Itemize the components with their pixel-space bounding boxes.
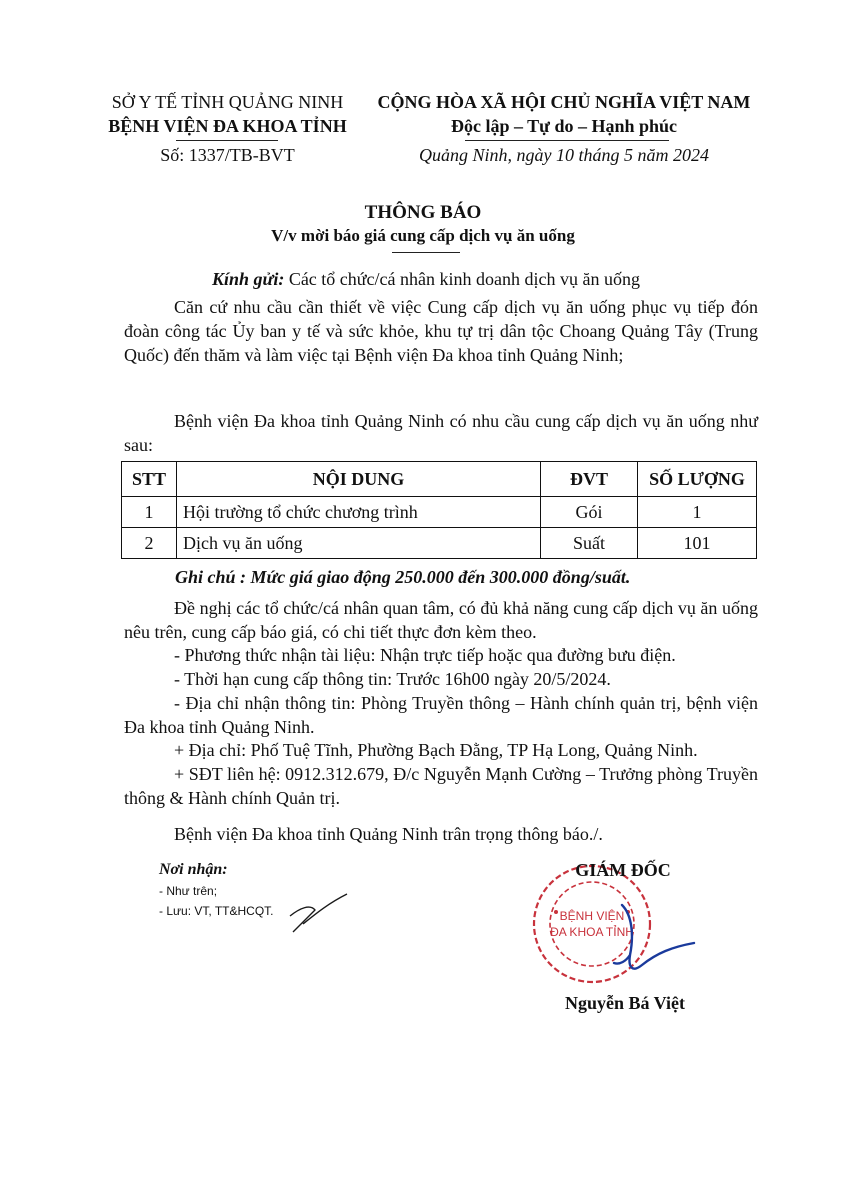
recipient-item: - Lưu: VT, TT&HCQT. bbox=[159, 904, 274, 918]
hospital-name: BỆNH VIỆN ĐA KHOA TỈNH bbox=[108, 116, 347, 136]
request-street-address: + Địa chỉ: Phố Tuệ Tĩnh, Phường Bạch Đằng, TP Hạ Long, Quảng Ninh. bbox=[174, 740, 698, 760]
national-motto: Độc lập – Tự do – Hạnh phúc bbox=[450, 116, 678, 136]
paragraph-need: Bệnh viện Đa khoa tỉnh Quảng Ninh có nhu cầu cung cấp dịch vụ ăn uống như sau: bbox=[124, 411, 758, 455]
price-note: Ghi chú : Mức giá giao động 250.000 đến 300.000 đồng/suất. bbox=[175, 567, 631, 587]
table-row bbox=[122, 528, 757, 559]
request-contact: + SĐT liên hệ: 0912.312.679, Đ/c Nguyễn Mạnh Cường – Trưởng phòng Truyền thông & Hành chính Quản trị. bbox=[124, 764, 758, 808]
paragraph-basis: Căn cứ nhu cầu cần thiết về việc Cung cấp dịch vụ ăn uống phục vụ tiếp đón đoàn công tác Ủy ban y tế và sức khỏe, khu tự trị dân tộc Choang Quảng Tây (Trung Quốc) đến thăm và làm việc tại Bệnh viện Đa khoa tỉnh Quảng Ninh; bbox=[124, 297, 758, 365]
document-subject: V/v mời báo giá cung cấp dịch vụ ăn uống bbox=[271, 226, 575, 245]
table-header-row bbox=[122, 462, 757, 497]
nation-name: CỘNG HÒA XÃ HỘI CHỦ NGHĨA VIỆT NAM bbox=[377, 92, 751, 112]
row-stt: 1 bbox=[122, 497, 177, 528]
issuing-organization bbox=[95, 90, 360, 138]
recipient-item: - Như trên; bbox=[159, 884, 218, 898]
table-row bbox=[122, 497, 757, 528]
row-content: Dịch vụ ăn uống bbox=[177, 528, 541, 559]
national-header bbox=[360, 90, 768, 138]
closing-line: Bệnh viện Đa khoa tỉnh Quảng Ninh trân trọng thông báo./. bbox=[174, 824, 603, 844]
signer-title: GIÁM ĐỐC bbox=[575, 860, 671, 880]
row-unit: Suất bbox=[541, 528, 638, 559]
department-name: SỞ Y TẾ TỈNH QUẢNG NINH bbox=[111, 92, 344, 112]
request-deadline: - Thời hạn cung cấp thông tin: Trước 16h00 ngày 20/5/2024. bbox=[174, 669, 611, 689]
document-number: Số: 1337/TB-BVT bbox=[160, 145, 295, 165]
row-quantity: 101 bbox=[638, 528, 757, 559]
header-content: NỘI DUNG bbox=[177, 462, 541, 497]
motto-underline bbox=[465, 140, 669, 141]
row-stt: 2 bbox=[122, 528, 177, 559]
document-title: THÔNG BÁO bbox=[364, 202, 482, 223]
greeting-label: Kính gửi: bbox=[212, 269, 285, 289]
subject-underline bbox=[392, 252, 460, 253]
recipients-title: Nơi nhận: bbox=[159, 861, 228, 878]
header-unit: ĐVT bbox=[541, 462, 638, 497]
date-line: Quảng Ninh, ngày 10 tháng 5 năm 2024 bbox=[419, 145, 709, 165]
request-method: - Phương thức nhận tài liệu: Nhận trực tiếp hoặc qua đường bưu điện. bbox=[174, 645, 676, 665]
signer-name: Nguyễn Bá Việt bbox=[564, 993, 685, 1013]
org-underline bbox=[176, 140, 278, 141]
handwritten-signature bbox=[602, 895, 712, 985]
items-table bbox=[121, 461, 757, 559]
header-stt: STT bbox=[122, 462, 177, 497]
request-receiving-address: - Địa chỉ nhận thông tin: Phòng Truyền thông – Hành chính quản trị, bệnh viện Đa khoa tỉnh Quảng Ninh. bbox=[124, 693, 758, 737]
row-quantity: 1 bbox=[638, 497, 757, 528]
row-unit: Gói bbox=[541, 497, 638, 528]
row-content: Hội trường tổ chức chương trình bbox=[177, 497, 541, 528]
stamp-text-top: BỆNH VIỆN bbox=[559, 909, 625, 923]
greeting-recipients: Các tổ chức/cá nhân kinh doanh dịch vụ ăn uống bbox=[284, 269, 640, 289]
greeting bbox=[124, 268, 758, 292]
initials-mark bbox=[285, 888, 355, 936]
stamp-text-bottom: ĐA KHOA TỈNH bbox=[550, 925, 634, 939]
header-quantity: SỐ LƯỢNG bbox=[638, 462, 757, 497]
request-paragraph: Đề nghị các tổ chức/cá nhân quan tâm, có đủ khả năng cung cấp dịch vụ ăn uống nêu trên, cung cấp báo giá, có chi tiết thực đơn kèm theo. bbox=[124, 598, 758, 642]
